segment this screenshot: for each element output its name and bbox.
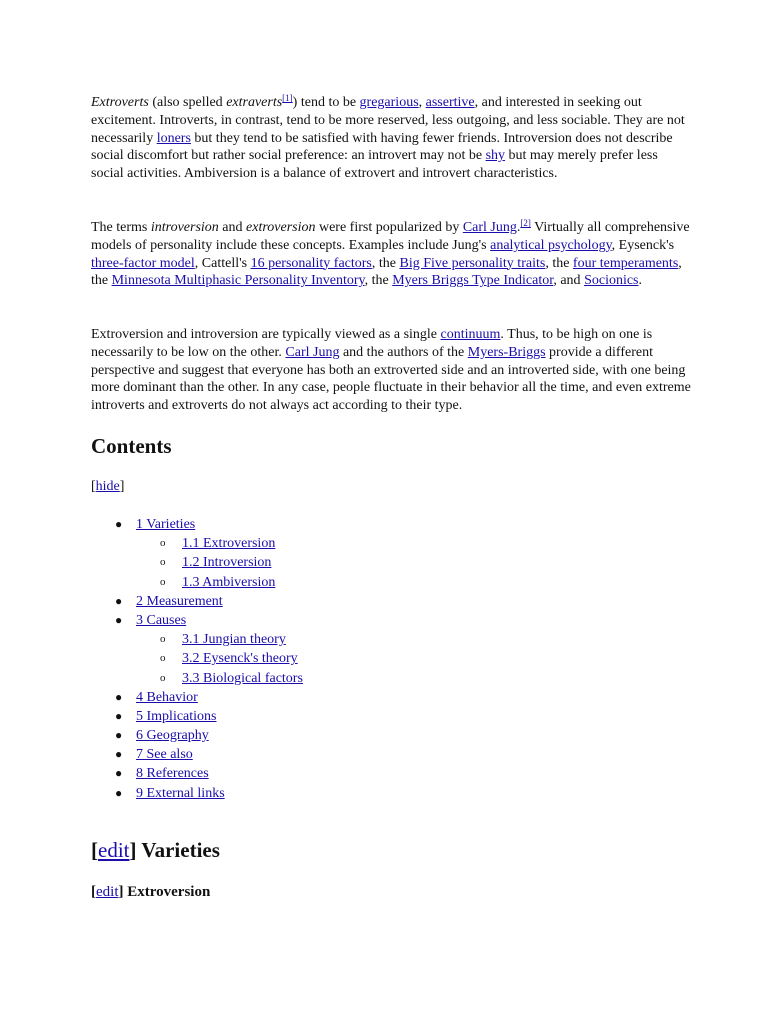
bullet-icon: ● <box>115 593 123 608</box>
edit-varieties-link[interactable]: edit <box>98 838 130 862</box>
toc-link-causes[interactable]: 3 Causes <box>136 612 187 628</box>
toc-item <box>91 649 303 668</box>
bullet-icon: ● <box>115 612 123 627</box>
toc-link-varieties[interactable]: 1 Varieties <box>136 517 196 532</box>
toc-item <box>91 669 303 688</box>
circle-bullet-icon: o <box>160 633 166 646</box>
toc-item <box>91 784 303 803</box>
toc-item <box>91 726 303 745</box>
mbti-link[interactable]: Myers Briggs Type Indicator <box>392 273 554 289</box>
shy-link[interactable]: shy <box>485 148 506 164</box>
assertive-link[interactable]: assertive <box>425 95 475 110</box>
loners-link[interactable]: loners <box>156 130 191 146</box>
toc-link-implications[interactable]: 5 Implications <box>136 708 217 724</box>
toc-link-measurement[interactable]: 2 Measurement <box>136 593 223 609</box>
toc-hide-toggle: [hide] <box>91 479 125 494</box>
circle-bullet-icon: o <box>160 652 166 665</box>
bullet-icon: ● <box>115 517 123 531</box>
edit-extroversion-link[interactable]: edit <box>96 884 119 900</box>
contents-heading: Contents <box>91 434 172 458</box>
toc-item <box>91 707 303 726</box>
toc-item <box>91 553 303 572</box>
mmpi-link[interactable]: Minnesota Multiphasic Personality Inventory <box>111 273 365 289</box>
toc-item <box>91 611 303 630</box>
varieties-heading: [edit] Varieties <box>91 838 220 862</box>
toc-link-references[interactable]: 8 References <box>136 766 209 782</box>
toc-link-behavior[interactable]: 4 Behavior <box>136 689 198 705</box>
personality-factors-link[interactable]: 16 personality factors <box>250 255 372 271</box>
intro-paragraph-3: Extroversion and introversion are typically viewed as a single continuum. Thus, to be high on one is necessarily to be low on the other. Carl Jung and the authors of the Myers-Briggs provide a different perspective and suggest that everyone has both an extroverted side and an introverted side, with one being more dominant than the other. In any case, people fluctuate in their behavior all the time, and even extreme introverts and extroverts do not always act according to their type. <box>91 327 691 414</box>
bullet-icon: ● <box>115 708 123 723</box>
circle-bullet-icon: o <box>160 537 166 550</box>
toc-link-geography[interactable]: 6 Geography <box>136 728 209 744</box>
toc-hide-link[interactable]: hide <box>95 479 120 494</box>
bullet-icon: ● <box>115 785 123 800</box>
toc-link-extroversion[interactable]: 1.1 Extroversion <box>182 536 276 552</box>
bullet-icon: ● <box>115 747 123 762</box>
toc-item <box>91 592 303 611</box>
toc-item <box>91 630 303 649</box>
three-factor-model-link[interactable]: three-factor model <box>91 255 195 271</box>
carl-jung-link[interactable]: Carl Jung <box>462 220 517 235</box>
toc-item <box>91 515 303 534</box>
circle-bullet-icon: o <box>160 671 166 684</box>
intro-paragraph-1: Extroverts (also spelled extraverts[1]) tend to be gregarious, assertive, and interested in seeking out excitement. Introverts, in contrast, tend to be more reserved, less outgoing, and less sociable. They are not necessarily loners but they tend to be satisfied with having fewer friends. Introversion does not describe social discomfort but rather social preference: an introvert may not be shy but may merely prefer less social activities. Ambiversion is a balance of extrovert and introvert characteristics. <box>91 93 685 182</box>
extroversion-heading: [edit] Extroversion <box>91 884 211 900</box>
bullet-icon: ● <box>115 766 123 781</box>
toc-item <box>91 688 303 707</box>
toc-item <box>91 573 303 592</box>
toc-link-ambiversion[interactable]: 1.3 Ambiversion <box>182 574 276 590</box>
socionics-link[interactable]: Socionics <box>584 273 639 289</box>
four-temperaments-link[interactable]: four temperaments <box>572 255 679 271</box>
toc-link-biological-factors[interactable]: 3.3 Biological factors <box>182 670 303 686</box>
toc-item <box>91 764 303 783</box>
table-of-contents <box>91 515 303 803</box>
toc-link-introversion[interactable]: 1.2 Introversion <box>182 555 272 571</box>
bullet-icon: ● <box>115 728 123 743</box>
carl-jung-link-2[interactable]: Carl Jung <box>285 344 340 360</box>
term-extroversion: extroversion <box>246 220 316 235</box>
circle-bullet-icon: o <box>160 556 166 569</box>
toc-link-jungian-theory[interactable]: 3.1 Jungian theory <box>182 632 286 648</box>
myers-briggs-link[interactable]: Myers-Briggs <box>467 344 546 360</box>
toc-item <box>91 745 303 764</box>
gregarious-link[interactable]: gregarious <box>359 95 419 110</box>
toc-link-eysencks-theory[interactable]: 3.2 Eysenck's theory <box>182 651 298 667</box>
term-extroverts: Extroverts <box>91 95 149 110</box>
citation-2-link[interactable]: [2] <box>520 218 531 228</box>
toc-item <box>91 534 303 553</box>
analytical-psychology-link[interactable]: analytical psychology <box>490 237 612 253</box>
citation-1-link[interactable]: [1] <box>282 93 293 103</box>
circle-bullet-icon: o <box>160 575 166 588</box>
continuum-link[interactable]: continuum <box>440 327 501 342</box>
term-extraverts: extraverts <box>226 95 283 110</box>
toc-link-external-links[interactable]: 9 External links <box>136 785 225 801</box>
intro-paragraph-2: The terms introversion and extroversion were first popularized by Carl Jung.[2] Virtually all comprehensive models of personality include these concepts. Examples include Jung's analytical psychology, Eysenck's three-factor model, Cattell's 16 personality factors, the Big Five personality traits, the four temperaments, the Minnesota Multiphasic Personality Inventory, the Myers Briggs Type Indicator, and Socionics. <box>91 218 690 289</box>
toc-link-see-also[interactable]: 7 See also <box>136 747 193 763</box>
big-five-link[interactable]: Big Five personality traits <box>399 255 546 271</box>
bullet-icon: ● <box>115 689 123 704</box>
term-introversion: introversion <box>150 220 219 235</box>
